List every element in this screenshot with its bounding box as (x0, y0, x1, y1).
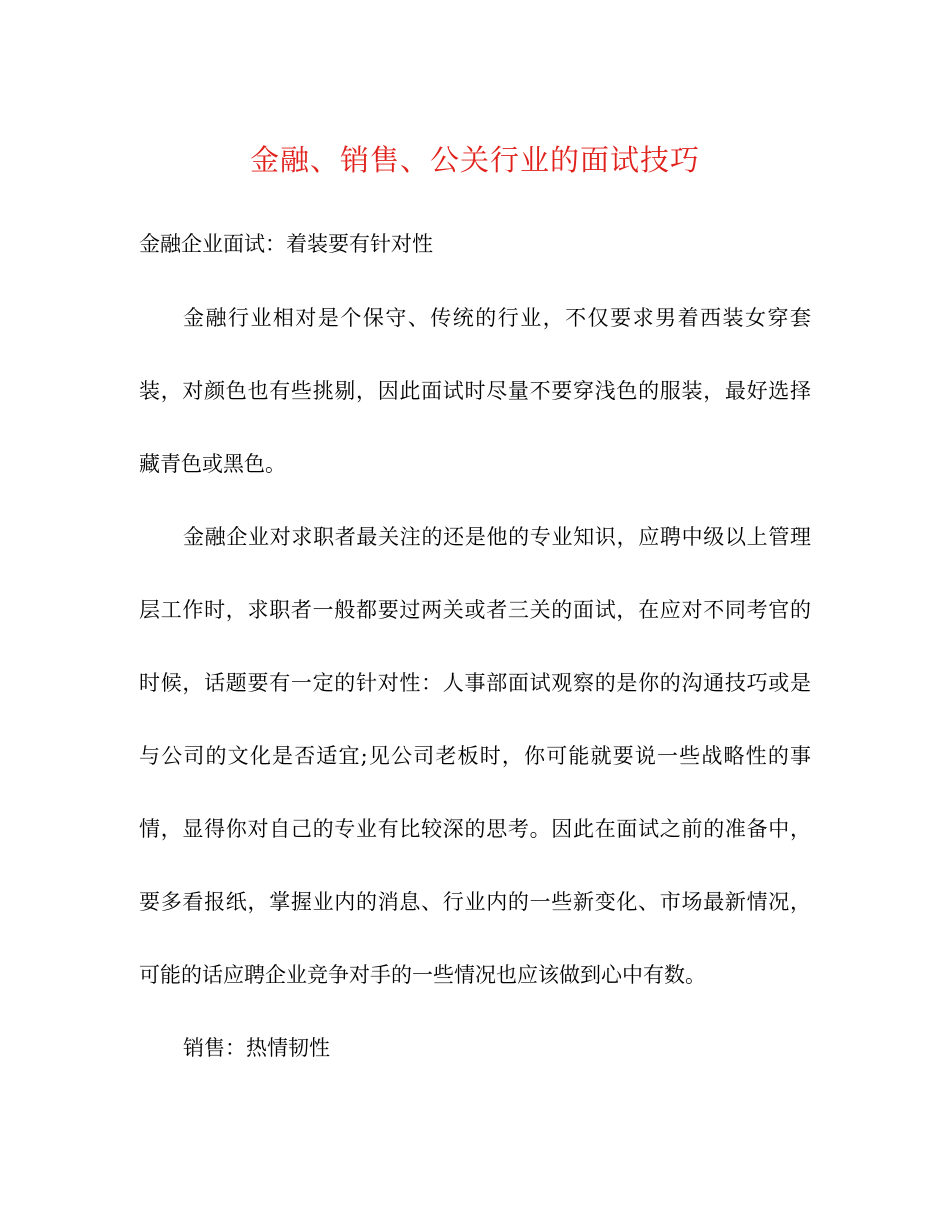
paragraph-line: 金融行业相对是个保守、传统的行业，不仅要求男着西装女穿套 (183, 306, 811, 330)
section-heading-sales: 销售：热情韧性 (183, 1036, 330, 1060)
paragraph-line: 与公司的文化是否适宜;见公司老板时，你可能就要说一些战略性的事 (139, 744, 811, 768)
paragraph-line: 时候，话题要有一定的针对性：人事部面试观察的是你的沟通技巧或是 (139, 671, 811, 695)
document-title: 金融、销售、公关行业的面试技巧 (249, 143, 700, 177)
paragraph-line: 藏青色或黑色。 (139, 452, 286, 476)
paragraph-line: 金融企业对求职者最关注的还是他的专业知识，应聘中级以上管理 (183, 525, 811, 549)
paragraph-line: 层工作时，求职者一般都要过两关或者三关的面试，在应对不同考官的 (139, 598, 811, 622)
paragraph-line: 可能的话应聘企业竞争对手的一些情况也应该做到心中有数。 (139, 963, 706, 987)
section-heading-finance: 金融企业面试：着装要有针对性 (139, 232, 433, 256)
paragraph-line: 装，对颜色也有些挑剔，因此面试时尽量不要穿浅色的服装，最好选择 (139, 379, 811, 403)
paragraph-line: 要多看报纸，掌握业内的消息、行业内的一些新变化、市场最新情况， (139, 890, 811, 914)
paragraph-line: 情，显得你对自己的专业有比较深的思考。因此在面试之前的准备中， (139, 817, 811, 841)
